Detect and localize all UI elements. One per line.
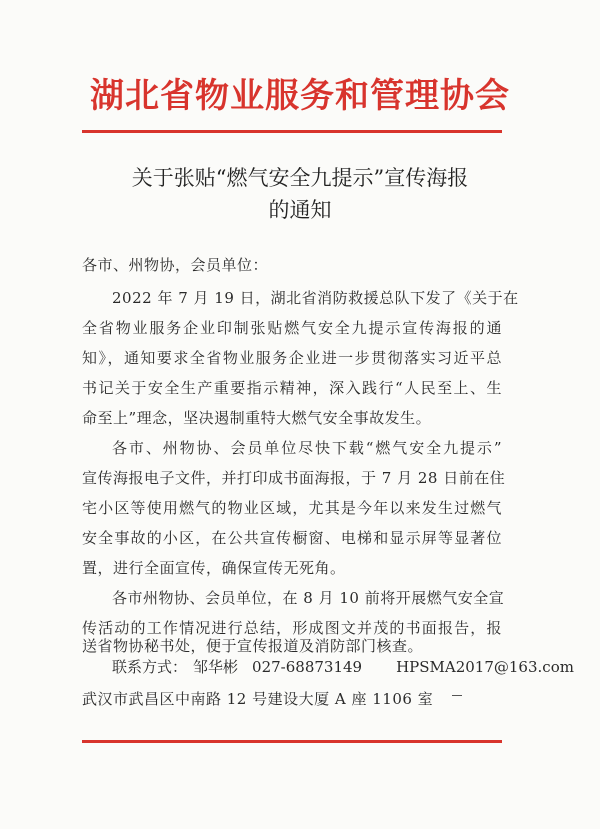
contact-label: 联系方式： [112,658,188,676]
header-red-divider [82,130,502,133]
paragraph-3-line: 各市州物协、会员单位，在 8 月 10 前将开展燃气安全宣 [112,589,505,607]
paragraph-2-line: 安全事故的小区，在公共宣传橱窗、电梯和显示屏等显著位 [82,529,502,547]
document-title-line-2: 的通知 [268,198,332,222]
paragraph-3-line: 传活动的工作情况进行总结，形成图文并茂的书面报告，报 [82,619,502,637]
stray-mark [452,695,462,696]
paragraph-1-line: 知》，通知要求全省物业服务企业进一步贯彻落实习近平总 [82,349,502,367]
contact-phone: 027-68873149 [252,658,363,676]
organization-header: 湖北省物业服务和管理协会 [90,76,510,116]
paragraph-1-line: 全省物业服务企业印制张贴燃气安全九提示宣传海报的通 [82,319,502,337]
footer-red-divider [82,740,502,743]
paragraph-1-line: 书记关于安全生产重要指示精神，深入践行“人民至上、生 [82,379,502,397]
paragraph-2-line: 各市、州物协、会员单位尽快下载“燃气安全九提示” [112,439,502,457]
contact-name: 邹华彬 [193,658,239,676]
paragraph-3-line: 送省物协秘书处，便于宣传报道及消防部门核查。 [82,637,424,655]
paragraph-2-line: 宣传海报电子文件，并打印成书面海报，于 7 月 28 日前在住 [82,469,506,487]
paragraph-1-line: 2022 年 7 月 19 日，湖北省消防救援总队下发了《关于在 [112,289,519,307]
paragraph-1-line: 命至上”理念，坚决遏制重特大燃气安全事故发生。 [82,409,432,427]
paragraph-2-line: 宅小区等使用燃气的物业区域，尤其是今年以来发生过燃气 [82,499,502,517]
contact-address: 武汉市武昌区中南路 12 号建设大厦 A 座 1106 室 [82,690,434,708]
salutation: 各市、州物协，会员单位： [82,256,269,274]
paragraph-2-line: 置，进行全面宣传，确保宣传无死角。 [82,559,346,577]
contact-info [112,657,574,677]
contact-email: HPSMA2017@163.com [396,658,574,676]
document-title-line-1: 关于张贴“燃气安全九提示”宣传海报 [131,166,469,190]
